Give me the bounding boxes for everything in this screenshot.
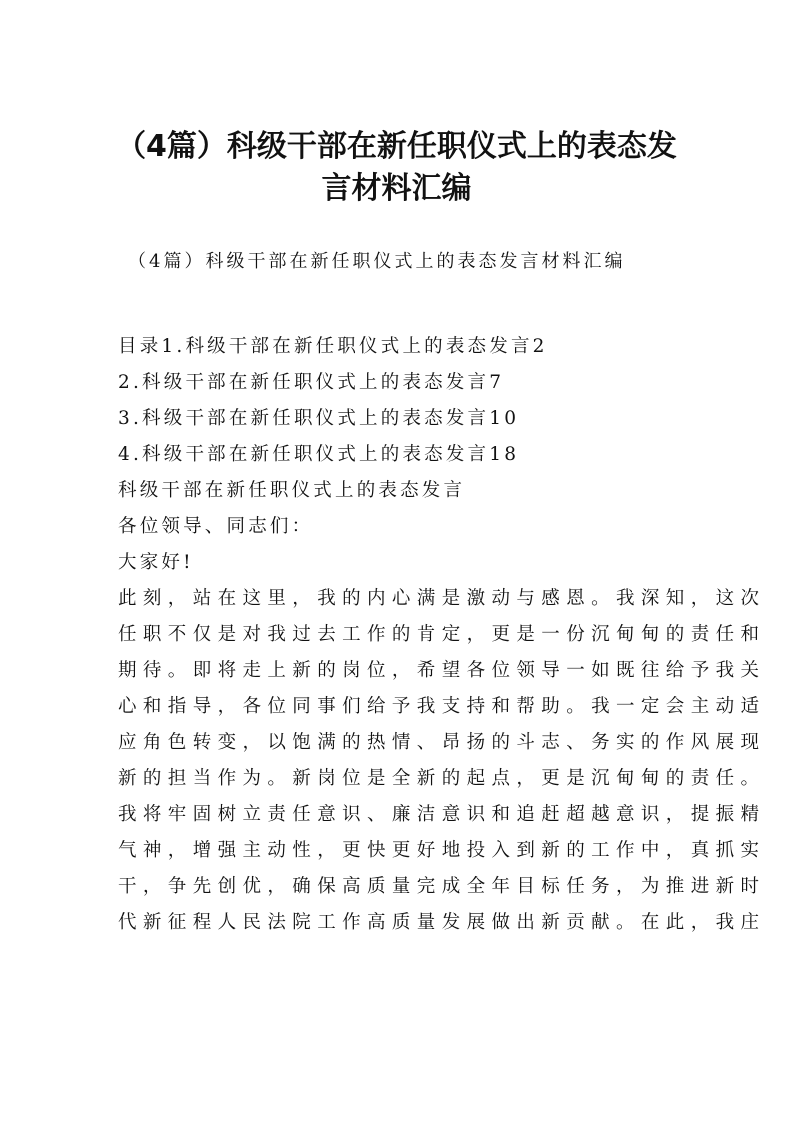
salutation: 各位领导、同志们： bbox=[118, 516, 314, 537]
toc-entry: 4.科级干部在新任职仪式上的表态发言18 bbox=[118, 444, 520, 465]
body-line: 代新征程人民法院工作高质量发展做出新贡献。在此，我庄 bbox=[118, 912, 766, 933]
title-line-1: （4篇）科级干部在新任职仪式上的表态发 bbox=[116, 129, 677, 164]
body-line: 我将牢固树立责任意识、廉洁意识和追赶超越意识，提振精 bbox=[118, 804, 766, 825]
document-body bbox=[118, 329, 766, 941]
body-line: 气神，增强主动性，更快更好地投入到新的工作中，真抓实 bbox=[118, 840, 766, 861]
body-line: 应角色转变，以饱满的热情、昂扬的斗志、务实的作风展现 bbox=[118, 732, 766, 753]
section-heading: 科级干部在新任职仪式上的表态发言 bbox=[118, 480, 466, 501]
body-line: 任职不仅是对我过去工作的肯定，更是一份沉甸甸的责任和 bbox=[118, 624, 766, 645]
toc-entry: 目录1.科级干部在新任职仪式上的表态发言2 bbox=[118, 336, 548, 357]
body-line: 心和指导，各位同事们给予我支持和帮助。我一定会主动适 bbox=[118, 696, 766, 717]
body-line: 干，争先创优，确保高质量完成全年目标任务，为推进新时 bbox=[118, 876, 766, 897]
document-title bbox=[0, 126, 793, 210]
body-line: 此刻，站在这里，我的内心满是激动与感恩。我深知，这次 bbox=[118, 588, 766, 609]
greeting: 大家好! bbox=[118, 552, 194, 573]
body-line: 期待。即将走上新的岗位，希望各位领导一如既往给予我关 bbox=[118, 660, 766, 681]
body-line: 新的担当作为。新岗位是全新的起点，更是沉甸甸的责任。 bbox=[118, 768, 766, 789]
toc-entry: 3.科级干部在新任职仪式上的表态发言10 bbox=[118, 408, 520, 429]
document-subtitle: （4篇）科级干部在新任职仪式上的表态发言材料汇编 bbox=[128, 251, 626, 272]
toc-entry: 2.科级干部在新任职仪式上的表态发言7 bbox=[118, 372, 505, 393]
title-line-2: 言材料汇编 bbox=[321, 171, 472, 206]
